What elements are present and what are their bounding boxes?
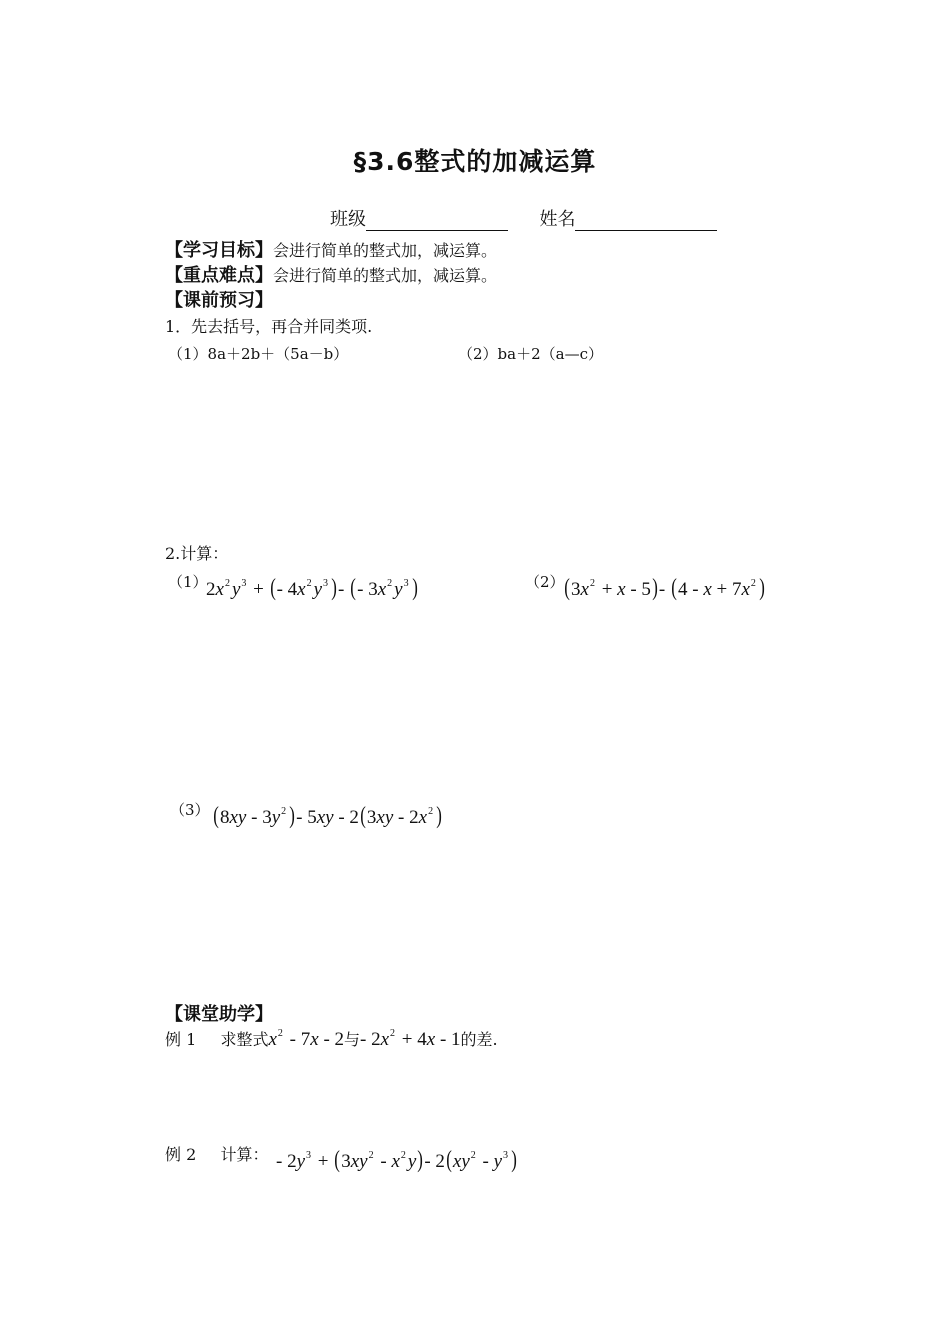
q2-2-number: （2） [525, 573, 565, 591]
key-points-line [165, 261, 497, 287]
key-points-label: 【重点难点】 [165, 265, 273, 286]
header-fields [330, 205, 717, 231]
example-1-mid: 与 [344, 1030, 361, 1049]
example-1-label: 例 1 [165, 1030, 197, 1049]
q1-part-b: （2）ba＋2（a—c） [458, 345, 603, 363]
example-2 [165, 1142, 268, 1165]
q1-title: 1．先去括号，再合并同类项. [165, 317, 373, 336]
name-blank[interactable] [575, 210, 717, 231]
q1-part-a: （1）8a＋2b＋（5a－b） [168, 345, 349, 363]
example-1 [165, 1027, 498, 1051]
objectives-label: 【学习目标】 [165, 240, 273, 261]
q2-3-number: （3） [170, 801, 210, 819]
objectives-text: 会进行简单的整式加，减运算。 [273, 241, 498, 260]
objectives-line [165, 236, 497, 262]
example-1-poly-b: - $2x^2 + 4x - 1$ [360, 1028, 461, 1050]
example-2-label: 例 2 [165, 1145, 197, 1164]
example-1-post: 的差. [460, 1030, 498, 1049]
classroom-label: 【课堂助学】 [165, 1004, 273, 1025]
page-title: §3.6整式的加减运算 [353, 147, 597, 176]
example-2-expression: - $2y^3 + (3xy^2 - x^2$ y)- $2(xy^2 - y^3$ ) [276, 1147, 517, 1173]
q2-title: 2.计算： [165, 544, 229, 563]
preview-label: 【课前预习】 [165, 290, 273, 311]
q2-3-expression: ($8xy - 3y^2$ )- $5xy - 2(3xy - 2x^2$ ) [213, 803, 442, 829]
key-points-text: 会进行简单的整式加，减运算。 [273, 266, 498, 285]
q2-2-expression: $(3x^2 + x - 5)-$ ($4 - x + 7x^2$ ) [564, 575, 765, 601]
example-1-poly-a: $x^2 - 7x - 2$ [268, 1028, 345, 1050]
name-label: 姓名 [539, 209, 576, 230]
class-label: 班级 [330, 209, 366, 230]
q2-1-number: （1） [168, 573, 208, 591]
example-1-pre: 求整式 [220, 1030, 269, 1049]
q2-1-expression: $2x^2$ $y^3$ + (- $4x^2$ $y^3$ )- (- $3x^2$ $y^3$ ) [206, 575, 418, 601]
example-2-text: 计算： [220, 1145, 269, 1164]
class-blank[interactable] [366, 210, 508, 231]
